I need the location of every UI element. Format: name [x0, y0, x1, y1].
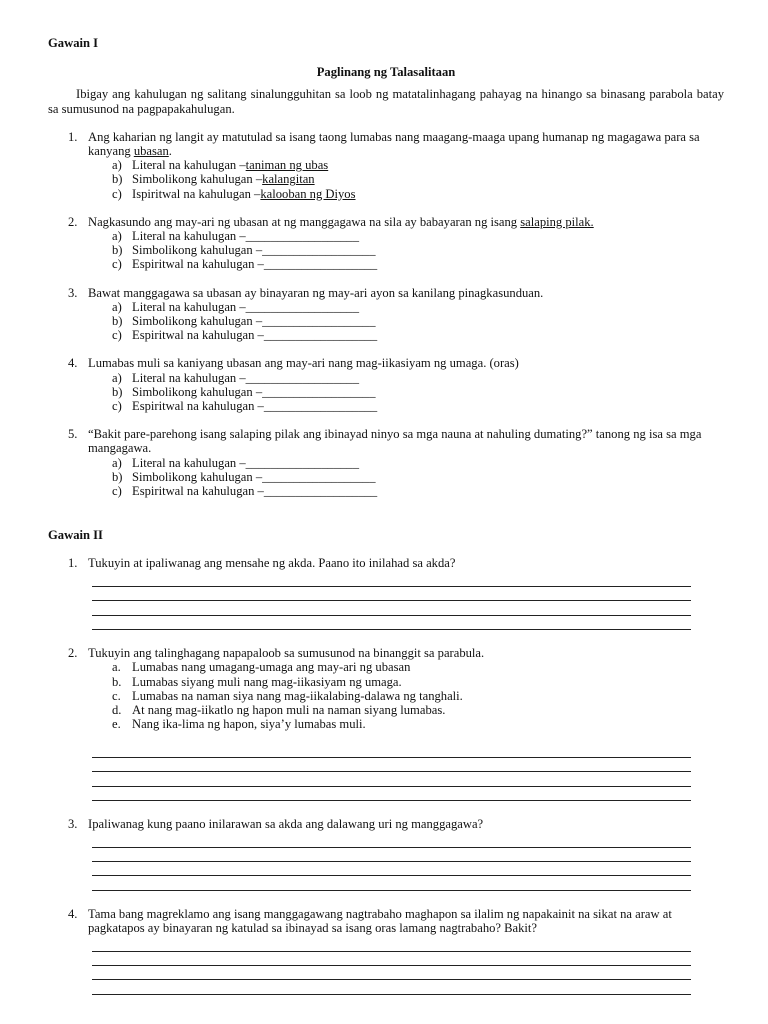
meaning-prefix: Literal na kahulugan – — [132, 229, 246, 244]
answer-blank[interactable]: __________________ — [263, 257, 378, 272]
meaning-prefix: Ispiritwal na kahulugan – — [132, 186, 261, 201]
item-number: 2. — [68, 214, 78, 229]
meaning-prefix: Simbolikong kahulugan – — [132, 469, 263, 484]
question-4 — [48, 907, 724, 995]
meaning-label: b) — [112, 243, 123, 258]
vocab-item — [48, 427, 724, 498]
answer-blank[interactable]: __________________ — [245, 229, 359, 244]
item-text — [88, 130, 724, 158]
item-text-before: “Bakit pare-parehong isang salaping pilak ang ibinayad ninyo sa mga nauna at nahuling dumating?” tanong ng isa sa mga mangagawa. — [88, 427, 702, 456]
answer-blank[interactable]: __________________ — [262, 243, 376, 258]
sub-text: Lumabas nang umagang-umaga ang may-ari ng ubasan — [132, 660, 411, 675]
sub-label: b. — [112, 674, 122, 689]
meaning-row — [48, 229, 724, 243]
meaning-row — [48, 399, 724, 413]
sub-label: d. — [112, 703, 122, 718]
answer-line[interactable] — [92, 833, 691, 847]
meaning-row — [48, 257, 724, 271]
item-text-before: Lumabas muli sa kaniyang ubasan ang may-ari nang mag-iikasiyam ng umaga. (oras) — [88, 356, 519, 371]
meaning-prefix: Simbolikong kahulugan – — [132, 172, 263, 187]
meaning-label: c) — [112, 484, 122, 499]
meaning-label: c) — [112, 328, 122, 343]
answer-line[interactable] — [92, 862, 691, 876]
meaning-label: a) — [112, 158, 122, 173]
item-text-before: Ang kaharian ng langit ay matutulad sa isang taong lumabas nang maagang-maaga upang humanap ng magagawa para sa kanyang — [88, 129, 700, 159]
question-number: 4. — [68, 906, 78, 921]
gawain-1-subtitle: Paglinang ng Talasalitaan — [316, 65, 456, 80]
sub-label: e. — [112, 717, 121, 732]
sub-text: Lumabas siyang muli nang mag-iikasiyam ng umaga. — [132, 674, 402, 689]
answer-line[interactable] — [92, 937, 691, 951]
answer-blank[interactable]: __________________ — [245, 455, 359, 470]
question-number: 3. — [68, 817, 78, 832]
meaning-row — [48, 385, 724, 399]
answer-blank[interactable]: __________________ — [262, 469, 376, 484]
question-1 — [48, 556, 724, 630]
item-text-before: Bawat manggagawa sa ubasan ay binayaran ng may-ari ayon sa kanilang pinagkasunduan. — [88, 285, 544, 300]
gawain-2-title: Gawain II — [48, 528, 103, 543]
meaning-row — [48, 456, 724, 470]
underlined-word: salaping pilak. — [520, 214, 594, 229]
answer-line[interactable] — [92, 876, 691, 890]
answer-blank[interactable]: __________________ — [262, 384, 376, 399]
sub-label: c. — [112, 688, 121, 703]
question-text: Tukuyin ang talinghagang napapaloob sa sumusunod na binanggit sa parabula. — [88, 646, 485, 661]
meaning-row — [48, 187, 724, 201]
meaning-prefix: Espiritwal na kahulugan – — [132, 484, 264, 499]
answer-blank[interactable]: __________________ — [245, 370, 359, 385]
meaning-row — [48, 371, 724, 385]
meaning-prefix: Literal na kahulugan – — [132, 370, 246, 385]
gawain-1-intro: Ibigay ang kahulugan ng salitang sinalungguhitan sa loob ng matatalinhagang pahayag na hinango sa binasang parabola batay sa sumusunod na pagpapakahulugan. — [48, 87, 724, 116]
gawain-1-items — [48, 130, 724, 498]
meaning-prefix: Literal na kahulugan – — [132, 455, 246, 470]
answer-line[interactable] — [92, 966, 691, 980]
meaning-prefix: Simbolikong kahulugan – — [132, 314, 263, 329]
answer-line[interactable] — [92, 616, 691, 630]
meaning-prefix: Espiritwal na kahulugan – — [132, 257, 264, 272]
meaning-label: b) — [112, 314, 123, 329]
meaning-row — [48, 484, 724, 498]
answer-line[interactable] — [92, 772, 691, 786]
gawain-1-title: Gawain I — [48, 36, 99, 50]
answer-text: kalooban ng Diyos — [260, 186, 356, 201]
meaning-label: c) — [112, 399, 122, 414]
meaning-label: b) — [112, 469, 123, 484]
item-text — [88, 427, 724, 455]
meaning-row — [48, 300, 724, 314]
meaning-label: a) — [112, 299, 122, 314]
question-2 — [48, 646, 724, 801]
underlined-word: ubasan — [133, 144, 169, 159]
meaning-row — [48, 314, 724, 328]
answer-blank[interactable]: __________________ — [263, 399, 378, 414]
item-number: 5. — [68, 427, 78, 442]
vocab-item — [48, 286, 724, 343]
answer-line[interactable] — [92, 952, 691, 966]
answer-blank[interactable]: __________________ — [262, 314, 376, 329]
meaning-label: a) — [112, 229, 122, 244]
answer-line[interactable] — [92, 587, 691, 601]
item-text — [88, 286, 724, 300]
question-number: 2. — [68, 646, 78, 661]
item-number: 3. — [68, 285, 78, 300]
meaning-label: a) — [112, 370, 122, 385]
answer-line[interactable] — [92, 980, 691, 994]
answer-blank[interactable]: __________________ — [263, 484, 378, 499]
item-number: 4. — [68, 356, 78, 371]
meaning-row — [48, 470, 724, 484]
meaning-prefix: Espiritwal na kahulugan – — [132, 399, 264, 414]
meaning-row — [48, 158, 724, 172]
answer-blank[interactable]: __________________ — [245, 299, 359, 314]
item-number: 1. — [68, 129, 78, 144]
meaning-label: c) — [112, 257, 122, 272]
meaning-label: b) — [112, 172, 123, 187]
meaning-prefix: Literal na kahulugan – — [132, 158, 246, 173]
answer-line[interactable] — [92, 573, 691, 587]
answer-line[interactable] — [92, 601, 691, 615]
vocab-item — [48, 215, 724, 272]
meaning-prefix: Simbolikong kahulugan – — [132, 243, 263, 258]
item-text-after: . — [168, 144, 172, 159]
answer-text: kalangitan — [262, 172, 315, 187]
question-text: Tukuyin at ipaliwanag ang mensahe ng akda. Paano ito inilahad sa akda? — [88, 556, 456, 571]
vocab-item — [48, 130, 724, 201]
answer-line[interactable] — [92, 743, 691, 757]
answer-text: taniman ng ubas — [245, 158, 329, 173]
meaning-label: a) — [112, 455, 122, 470]
meaning-row — [48, 172, 724, 186]
item-text — [88, 215, 724, 229]
meaning-prefix: Espiritwal na kahulugan – — [132, 328, 264, 343]
meaning-prefix: Simbolikong kahulugan – — [132, 384, 263, 399]
question-3 — [48, 817, 724, 891]
question-number: 1. — [68, 556, 78, 571]
sub-text: Nang ika-lima ng hapon, siya’y lumabas muli. — [132, 717, 366, 732]
meaning-label: c) — [112, 186, 122, 201]
answer-line[interactable] — [92, 787, 691, 801]
vocab-item — [48, 356, 724, 413]
worksheet-page — [48, 36, 724, 995]
item-text — [88, 356, 724, 370]
meaning-row — [48, 243, 724, 257]
meaning-row — [48, 328, 724, 342]
answer-blank[interactable]: __________________ — [263, 328, 378, 343]
question-text: Ipaliwanag kung paano inilarawan sa akda ang dalawang uri ng manggagawa? — [88, 817, 484, 832]
question-text: Tama bang magreklamo ang isang manggagawang nagtrabaho maghapon sa ilalim ng napakainit na sikat na araw at pagkatapos ay binayaran ng katulad sa ibinayad sa isang oras lamang nagtrabaho? Bakit? — [88, 906, 672, 935]
sub-label: a. — [112, 660, 121, 675]
meaning-prefix: Literal na kahulugan – — [132, 299, 246, 314]
answer-line[interactable] — [92, 848, 691, 862]
sub-text: Lumabas na naman siya nang mag-iikalabing-dalawa ng tanghali. — [132, 688, 463, 703]
answer-line[interactable] — [92, 758, 691, 772]
sub-text: At nang mag-iikatlo ng hapon muli na naman siyang lumabas. — [132, 703, 446, 718]
meaning-label: b) — [112, 384, 123, 399]
item-text-before: Nagkasundo ang may-ari ng ubasan at ng manggagawa na sila ay babayaran ng isang — [88, 214, 521, 229]
